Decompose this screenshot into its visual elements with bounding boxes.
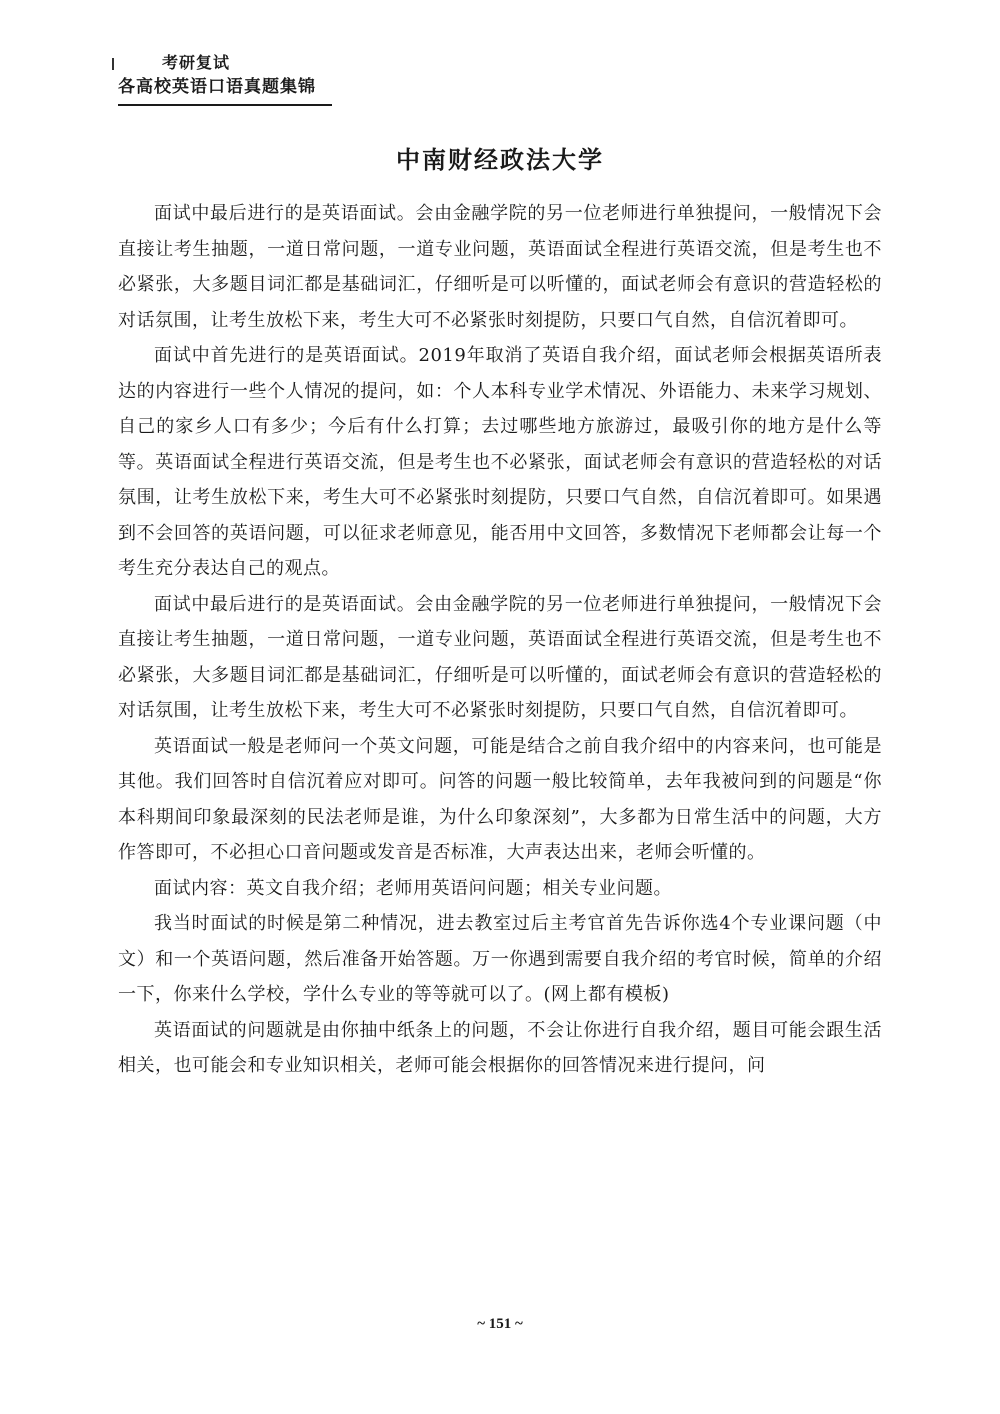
page-title: 中南财经政法大学 [396,146,604,174]
paragraph-7: 英语面试的问题就是由你抽中纸条上的问题，不会让你进行自我介绍，题目可能会跟生活相关，也可能会和专业知识相关，老师可能会根据你的回答情况来进行提问，问 [118,1019,882,1076]
body-text [118,196,882,1084]
paragraph-2: 面试中首先进行的是英语面试。2019年取消了英语自我介绍，面试老师会根据英语所表达的内容进行一些个人情况的提问，如：个人本科专业学术情况、外语能力、未来学习规划、自己的家乡人口有多少；今后有什么打算；去过哪些地方旅游过，最吸引你的地方是什么等等。英语面试全程进行英语交流，但是考生也不必紧张，面试老师会有意识的营造轻松的对话氛围，让考生放松下来，考生大可不必紧张时刻提防，只要口气自然，自信沉着即可。如果遇到不会回答的英语问题，可以征求老师意见，能否用中文回答，多数情况下老师都会让每一个考生充分表达自己的观点。 [118,345,882,579]
header-series: 考研复试 [162,53,231,72]
page-number: ~ 151 ~ [477,1316,523,1332]
paragraph-3: 面试中最后进行的是英语面试。会由金融学院的另一位老师进行单独提问，一般情况下会直接让考生抽题，一道日常问题，一道专业问题，英语面试全程进行英语交流，但是考生也不必紧张，大多题目词汇都是基础词汇，仔细听是可以听懂的，面试老师会有意识的营造轻松的对话氛围，让考生放松下来，考生大可不必紧张时刻提防，只要口气自然，自信沉着即可。 [118,593,882,721]
paragraph-1: 面试中最后进行的是英语面试。会由金融学院的另一位老师进行单独提问，一般情况下会直接让考生抽题，一道日常问题，一道专业问题，英语面试全程进行英语交流，但是考生也不必紧张，大多题目词汇都是基础词汇，仔细听是可以听懂的，面试老师会有意识的营造轻松的对话氛围，让考生放松下来，考生大可不必紧张时刻提防，只要口气自然，自信沉着即可。 [118,203,882,331]
paragraph-5: 面试内容：英文自我介绍；老师用英语问问题；相关专业问题。 [154,877,672,899]
header-divider [118,104,332,106]
paragraph-6: 我当时面试的时候是第二种情况，进去教室过后主考官首先告诉你选4个专业课问题（中文）和一个英语问题，然后准备开始答题。万一你遇到需要自我介绍的考官时候，简单的介绍一下，你来什么学校，学什么专业的等等就可以了。(网上都有模板) [118,913,882,1005]
running-header [118,52,348,100]
header-marker [112,58,114,70]
header-book-title: 各高校英语口语真题集锦 [118,77,316,97]
paragraph-4: 英语面试一般是老师问一个英文问题，可能是结合之前自我介绍中的内容来问，也可能是其他。我们回答时自信沉着应对即可。问答的问题一般比较简单，去年我被问到的问题是“你本科期间印象最深刻的民法老师是谁，为什么印象深刻”，大多都为日常生活中的问题，大方作答即可，不必担心口音问题或发音是否标准，大声表达出来，老师会听懂的。 [118,735,882,863]
